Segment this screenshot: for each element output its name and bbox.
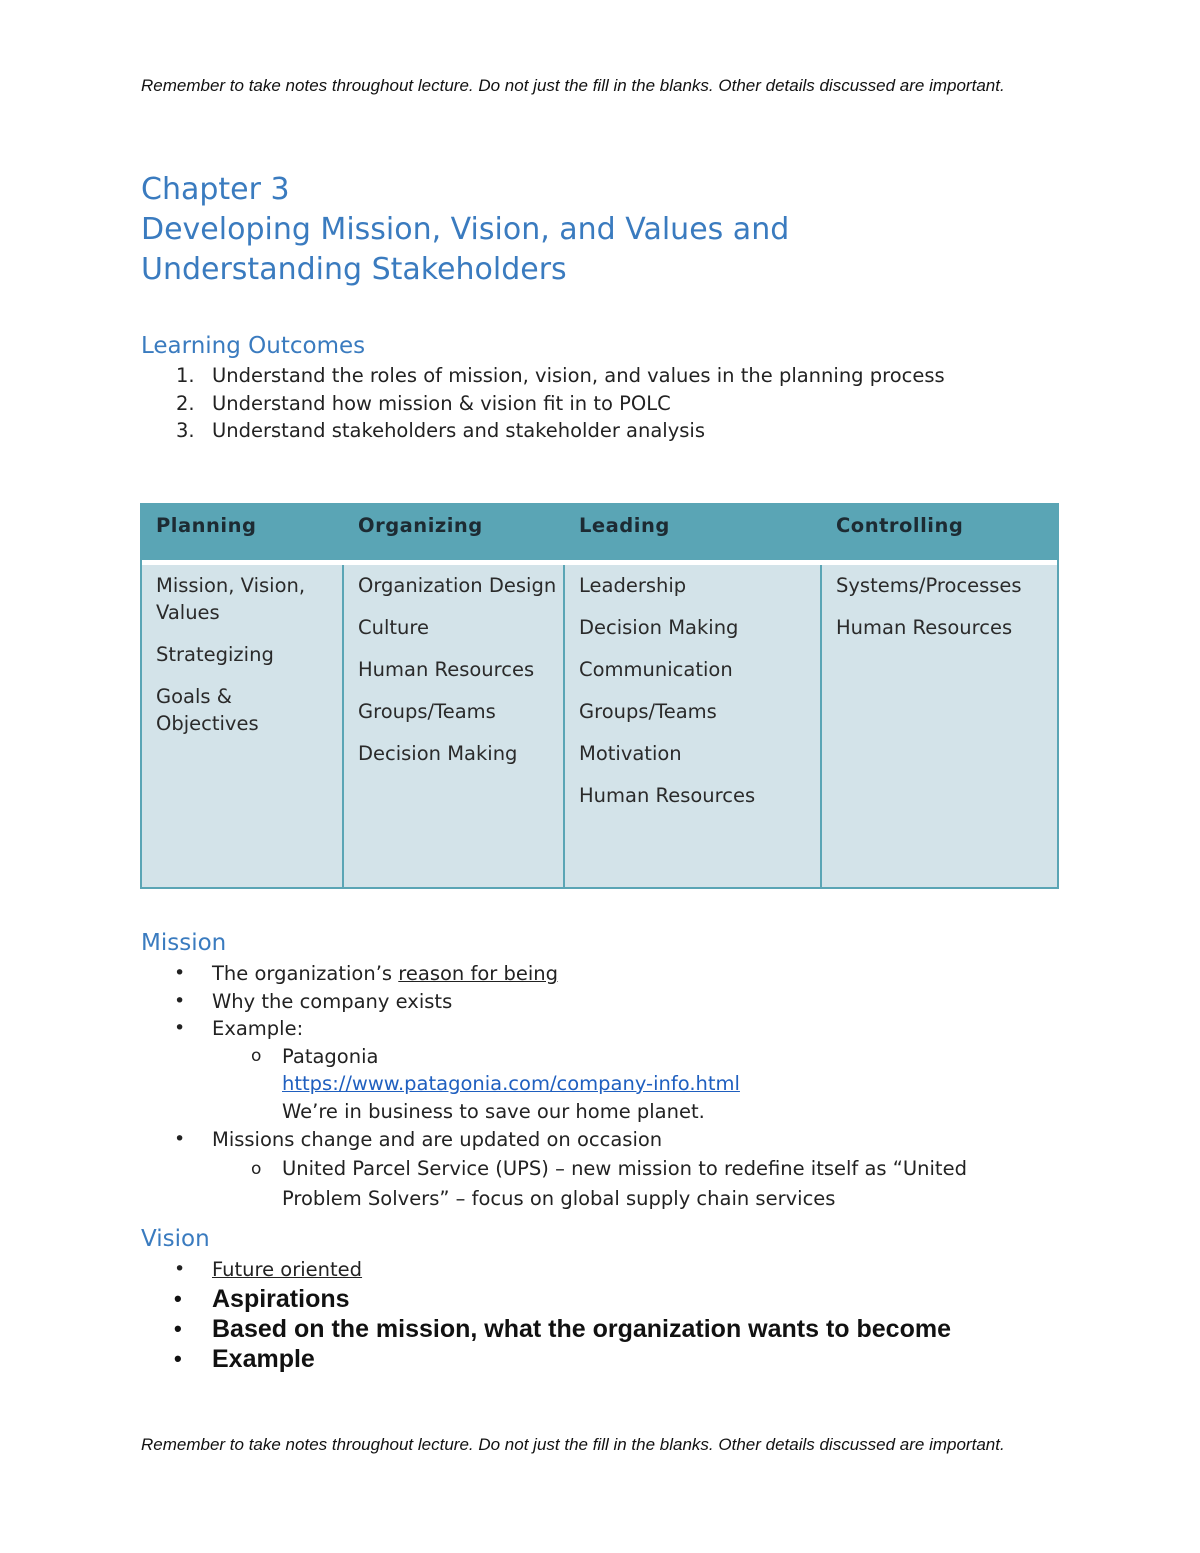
mission-quote: We’re in business to save our home planet.	[282, 1099, 705, 1123]
list-text: Based on the mission, what the organization wants to become	[212, 1315, 951, 1343]
sub-bullet-icon: o	[251, 1158, 262, 1179]
column-item: Leadership	[579, 574, 687, 597]
column-items	[836, 572, 1051, 656]
list-text: Missions change and are updated on occasion	[212, 1128, 663, 1151]
list-item	[141, 1284, 1061, 1314]
column-item: Organization Design	[358, 574, 557, 597]
column-title: Organizing	[358, 514, 483, 537]
column-item: Communication	[579, 658, 733, 681]
mission-heading: Mission	[141, 930, 227, 956]
column-item: Mission, Vision, Values	[156, 574, 306, 624]
list-item	[141, 1344, 1061, 1374]
column-item: Human Resources	[836, 616, 1013, 639]
vision-list	[141, 1256, 1061, 1284]
patagonia-link[interactable]: https://www.patagonia.com/company-info.html	[282, 1072, 740, 1095]
column-title: Leading	[579, 514, 670, 537]
bullet-icon: •	[174, 1316, 182, 1341]
learning-outcomes-heading: Learning Outcomes	[141, 333, 366, 359]
list-item	[141, 1126, 1061, 1154]
list-text: Example	[212, 1345, 315, 1373]
column-item: Decision Making	[579, 616, 739, 639]
list-item	[176, 362, 1056, 390]
vision-heading: Vision	[141, 1226, 210, 1252]
list-text: United Parcel Service (UPS) – new mission to redefine itself as “United	[282, 1156, 967, 1180]
bullet-icon: •	[174, 962, 186, 984]
polc-column-planning	[142, 505, 342, 887]
bullet-icon: •	[174, 1017, 186, 1039]
column-items	[358, 572, 557, 782]
polc-table	[140, 503, 1059, 889]
list-item	[141, 988, 1061, 1016]
column-item: Culture	[358, 616, 429, 639]
list-text: The organization’s	[212, 962, 399, 985]
column-items	[156, 572, 336, 752]
column-item: Groups/Teams	[358, 700, 496, 723]
polc-column-leading	[565, 505, 820, 887]
polc-column-organizing	[344, 505, 563, 887]
bullet-icon: •	[174, 1128, 186, 1150]
column-item: Strategizing	[156, 643, 274, 666]
bullet-icon: •	[174, 1286, 182, 1311]
vision-bold-list	[141, 1284, 1061, 1374]
column-item: Human Resources	[358, 658, 535, 681]
list-item	[141, 1314, 1061, 1344]
list-item	[141, 1015, 1061, 1043]
list-text: Understand stakeholders and stakeholder analysis	[212, 419, 706, 442]
title-line-2: Developing Mission, Vision, and Values and	[141, 212, 790, 247]
footer-note: Remember to take notes throughout lecture. Do not just the fill in the blanks. Other details discussed are important.	[141, 1435, 1005, 1454]
column-item: Systems/Processes	[836, 574, 1022, 597]
column-title: Controlling	[836, 514, 964, 537]
fill-in-answer: Future oriented	[212, 1258, 363, 1281]
list-text: Understand how mission & vision fit in to POLC	[212, 391, 671, 415]
page-title	[141, 170, 1061, 290]
column-item: Decision Making	[358, 742, 518, 765]
list-item	[141, 960, 1061, 988]
sub-list-item	[141, 1043, 1061, 1126]
list-text: Why the company exists	[212, 989, 453, 1013]
mission-list	[141, 960, 1061, 1214]
list-item	[176, 390, 1056, 418]
list-text: Patagonia	[282, 1044, 379, 1068]
column-item: Goals & Objectives	[156, 685, 259, 735]
polc-column-controlling	[822, 505, 1057, 887]
list-text: Example:	[212, 1017, 304, 1040]
sub-list-item	[141, 1154, 1061, 1214]
learning-outcomes-list	[176, 362, 1056, 445]
list-number: 3.	[176, 419, 195, 442]
list-item	[176, 417, 1056, 445]
list-text: Problem Solvers” – focus on global supply chain services	[282, 1186, 836, 1210]
title-line-3: Understanding Stakeholders	[141, 252, 567, 287]
list-number: 2.	[176, 391, 195, 415]
bullet-icon: •	[174, 1258, 186, 1280]
fill-in-answer: reason for being	[398, 962, 559, 985]
column-item: Groups/Teams	[579, 700, 717, 723]
column-title: Planning	[156, 514, 257, 537]
header-note: Remember to take notes throughout lecture. Do not just the fill in the blanks. Other details discussed are important.	[141, 76, 1005, 95]
list-number: 1.	[176, 364, 195, 387]
list-text: Understand the roles of mission, vision, and values in the planning process	[212, 364, 945, 387]
column-item: Human Resources	[579, 784, 756, 807]
bullet-icon: •	[174, 1346, 182, 1371]
bullet-icon: •	[174, 989, 186, 1012]
title-chapter: Chapter 3	[141, 172, 290, 207]
list-text: Aspirations	[212, 1285, 350, 1313]
column-item: Motivation	[579, 742, 682, 765]
column-items	[579, 572, 814, 824]
sub-bullet-icon: o	[251, 1045, 262, 1066]
list-item	[141, 1256, 1061, 1284]
